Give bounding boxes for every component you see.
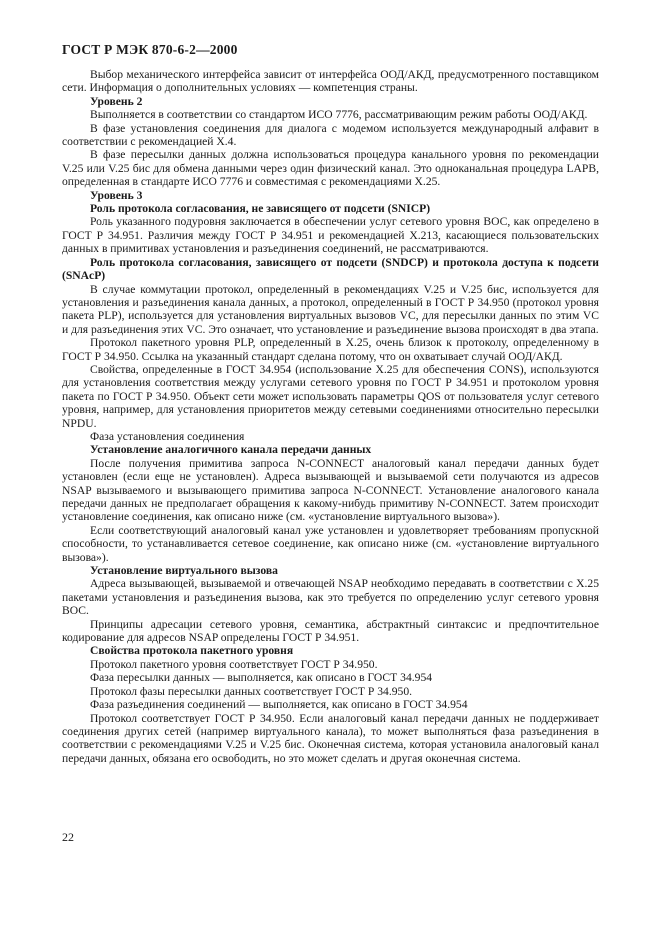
paragraph: Фаза разъединения соединений — выполняется, как описано в ГОСТ 34.954 <box>90 698 468 712</box>
paragraph: Если соответствующий аналоговый канал уже установлен и удовлетворяет требованиям пропускной способности, то устанавливается сетевое соединение, как описано ниже (см. «установление виртуального вызова»). <box>62 523 599 564</box>
paragraph: Роль указанного подуровня заключается в обеспечении услуг сетевого уровня ВОС, как определено в ГОСТ Р 34.951. Различия между ГОСТ Р 34.951 и рекомендацией Х.213, касающиеся пользовательских данных в примитивах установления и разъединения соединений, не рассматриваются. <box>62 215 599 256</box>
document-header: ГОСТ Р МЭК 870-6-2—2000 <box>62 42 238 57</box>
paragraph: Фаза пересылки данных — выполняется, как описано в ГОСТ 34.954 <box>90 671 433 685</box>
paragraph: В фазе пересылки данных должна использоваться процедура канального уровня по рекомендации V.25 или V.25 бис для обмена данными через один физический канал. Это одноканальная процедура LAPB, определенная в стандарте ИСО 7776 и совместимая с рекомендациями Х.25. <box>62 148 599 189</box>
paragraph: Выбор механического интерфейса зависит от интерфейса ООД/АКД, предусмотренного поставщиком сети. Информация о дополнительных условиях — компетенция страны. <box>62 68 599 95</box>
paragraph: Выполняется в соответствии со стандартом ИСО 7776, рассматривающим режим работы ООД/АКД. <box>90 108 588 122</box>
paragraph: Протокол пакетного уровня PLP, определенный в Х.25, очень близок к протоколу, определенному в ГОСТ Р 34.950. Ссылка на указанный стандарт сделана потому, что он охватывает случай ООД/АКД. <box>62 336 599 363</box>
subsection-heading: Установление виртуального вызова <box>90 564 278 578</box>
paragraph: В фазе установления соединения для диалога с модемом используется международный алфавит в соответствии с рекомендацией Х.4. <box>62 121 599 149</box>
subsection-heading: Роль протокола согласования, зависящего от подсети (SNDCP) и протокола доступа к подсети (SNAcP) <box>62 255 599 283</box>
page-number: 22 <box>62 830 74 844</box>
paragraph: Протокол пакетного уровня соответствует ГОСТ Р 34.950. <box>90 657 378 671</box>
subsection-heading: Установление аналогичного канала передачи данных <box>90 443 372 457</box>
paragraph: Протокол фазы пересылки данных соответствует ГОСТ Р 34.950. <box>90 684 413 698</box>
subsection-heading: Свойства протокола пакетного уровня <box>90 644 294 658</box>
paragraph: После получения примитива запроса N-CONNECT аналоговый канал передачи данных будет установлен (если еще не установлен). Адреса вызывающей и вызываемой сети получаются из адресов NSAP вызываемого и вызывающего примитива запроса N-CONNECT. Установление аналогового канала передачи данных не предполагает обращения к какому-нибудь примитиву N-CONNECT. Затем происходит установление соединения, как описано ниже (см. «установление виртуального вызова»). <box>62 456 599 524</box>
section-heading: Уровень 2 <box>90 94 143 108</box>
paragraph: Фаза установления соединения <box>90 429 245 443</box>
paragraph: В случае коммутации протокол, определенный в рекомендациях V.25 и V.25 бис, используется для установления и разъединения канала данных, а протокол, определенный в ГОСТ Р 34.950 (протокол уровня пакета PLP), используется для установления виртуальных вызовов VC, для пересылки данных по этим VC и для разъединения этих VC. Это означает, что установление и разъединение вызова происходят в два этапа. <box>62 282 599 336</box>
paragraph: Принципы адресации сетевого уровня, семантика, абстрактный синтаксис и предпочтительное кодирование для адресов NSAP определены ГОСТ Р 34.951. <box>62 617 599 645</box>
subsection-heading: Роль протокола согласования, не зависящего от подсети (SNICP) <box>90 202 431 216</box>
document-body <box>62 68 599 765</box>
section-heading: Уровень 3 <box>90 188 143 202</box>
paragraph: Протокол соответствует ГОСТ Р 34.950. Если аналоговый канал передачи данных не поддерживает соединения других сетей (например виртуального канала), то может выполняться фаза разъединения в соответствии с рекомендациями V.25 и V.25 бис. Оконечная система, которая установила аналоговый канал передачи данных, обязана его освободить, но это может сделать и другая оконечная система. <box>62 711 599 765</box>
paragraph: Адреса вызывающей, вызываемой и отвечающей NSAP необходимо передавать в соответствии с Х.25 пакетами установления и разъединения вызова, как это требуется по определению услуг сетевого уровня ВОС. <box>62 577 599 618</box>
paragraph: Свойства, определенные в ГОСТ 34.954 (использование Х.25 для обеспечения CONS), используются для установления соответствия между услугами сетевого уровня по ГОСТ Р 34.951 и протоколом уровня пакета по ГОСТ Р 34.950. Объект сети может использовать параметры QOS от пользователя услуг сетевого уровня, например, для установления приоритетов между сетевыми соединениями относительно пересылки NPDU. <box>62 362 599 430</box>
